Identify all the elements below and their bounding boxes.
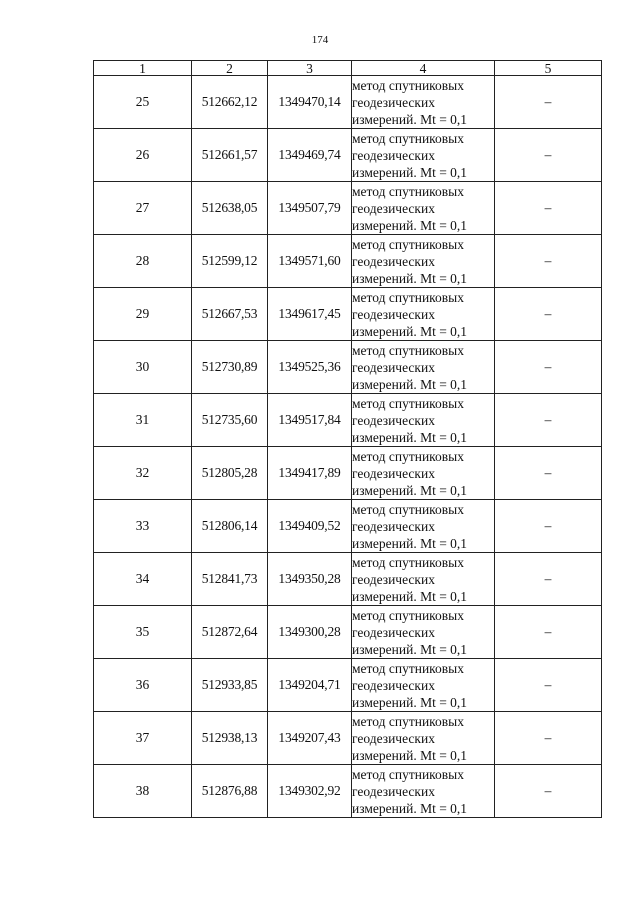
x-coordinate-cell: 512735,60 — [192, 394, 268, 447]
point-number-cell: 30 — [94, 341, 192, 394]
point-number-cell: 36 — [94, 659, 192, 712]
method-line: геодезических — [352, 306, 435, 322]
point-number-cell: 25 — [94, 76, 192, 129]
y-coordinate-cell: 1349300,28 — [268, 606, 352, 659]
note-cell: – — [495, 500, 602, 553]
method-line: геодезических — [352, 624, 435, 640]
table-header-row — [94, 61, 602, 76]
method-line: метод спутниковых — [352, 77, 464, 93]
table-row — [94, 447, 602, 500]
y-coordinate-cell: 1349409,52 — [268, 500, 352, 553]
note-cell: – — [495, 182, 602, 235]
table-row — [94, 341, 602, 394]
table-body — [94, 76, 602, 818]
method-line: измерений. Mt = 0,1 — [352, 111, 468, 127]
point-number-cell: 26 — [94, 129, 192, 182]
method-cell — [352, 394, 495, 447]
y-coordinate-cell: 1349207,43 — [268, 712, 352, 765]
method-line: измерений. Mt = 0,1 — [352, 217, 468, 233]
method-line: измерений. Mt = 0,1 — [352, 641, 468, 657]
y-coordinate-cell: 1349350,28 — [268, 553, 352, 606]
x-coordinate-cell: 512730,89 — [192, 341, 268, 394]
y-coordinate-cell: 1349469,74 — [268, 129, 352, 182]
method-line: метод спутниковых — [352, 660, 464, 676]
y-coordinate-cell: 1349507,79 — [268, 182, 352, 235]
y-coordinate-cell: 1349204,71 — [268, 659, 352, 712]
method-line: метод спутниковых — [352, 236, 464, 252]
method-line: геодезических — [352, 518, 435, 534]
note-cell: – — [495, 341, 602, 394]
method-cell — [352, 659, 495, 712]
page-number: 174 — [311, 34, 329, 46]
method-cell — [352, 765, 495, 818]
point-number-cell: 38 — [94, 765, 192, 818]
point-number-cell: 34 — [94, 553, 192, 606]
point-number-cell: 35 — [94, 606, 192, 659]
table-row — [94, 606, 602, 659]
method-cell — [352, 500, 495, 553]
method-line: метод спутниковых — [352, 448, 464, 464]
x-coordinate-cell: 512872,64 — [192, 606, 268, 659]
method-line: геодезических — [352, 412, 435, 428]
x-coordinate-cell: 512667,53 — [192, 288, 268, 341]
method-line: геодезических — [352, 465, 435, 481]
y-coordinate-cell: 1349525,36 — [268, 341, 352, 394]
method-line: метод спутниковых — [352, 183, 464, 199]
method-line: метод спутниковых — [352, 289, 464, 305]
point-number-cell: 27 — [94, 182, 192, 235]
point-number-cell: 32 — [94, 447, 192, 500]
y-coordinate-cell: 1349417,89 — [268, 447, 352, 500]
table-row — [94, 394, 602, 447]
note-cell: – — [495, 712, 602, 765]
table-row — [94, 129, 602, 182]
x-coordinate-cell: 512933,85 — [192, 659, 268, 712]
table-row — [94, 500, 602, 553]
method-line: геодезических — [352, 200, 435, 216]
method-line: метод спутниковых — [352, 395, 464, 411]
y-coordinate-cell: 1349517,84 — [268, 394, 352, 447]
y-coordinate-cell: 1349470,14 — [268, 76, 352, 129]
point-number-cell: 31 — [94, 394, 192, 447]
method-line: геодезических — [352, 571, 435, 587]
x-coordinate-cell: 512661,57 — [192, 129, 268, 182]
method-line: метод спутниковых — [352, 130, 464, 146]
x-coordinate-cell: 512806,14 — [192, 500, 268, 553]
method-line: геодезических — [352, 783, 435, 799]
table-row — [94, 182, 602, 235]
method-line: метод спутниковых — [352, 342, 464, 358]
method-cell — [352, 712, 495, 765]
x-coordinate-cell: 512938,13 — [192, 712, 268, 765]
note-cell: – — [495, 76, 602, 129]
method-cell — [352, 341, 495, 394]
note-cell: – — [495, 765, 602, 818]
method-line: измерений. Mt = 0,1 — [352, 482, 468, 498]
table-row — [94, 288, 602, 341]
header-col-5: 5 — [495, 61, 602, 76]
table-row — [94, 659, 602, 712]
point-number-cell: 29 — [94, 288, 192, 341]
point-number-cell: 37 — [94, 712, 192, 765]
table-row — [94, 76, 602, 129]
y-coordinate-cell: 1349571,60 — [268, 235, 352, 288]
note-cell: – — [495, 553, 602, 606]
method-cell — [352, 447, 495, 500]
note-cell: – — [495, 659, 602, 712]
method-line: измерений. Mt = 0,1 — [352, 694, 468, 710]
y-coordinate-cell: 1349617,45 — [268, 288, 352, 341]
method-line: метод спутниковых — [352, 766, 464, 782]
y-coordinate-cell: 1349302,92 — [268, 765, 352, 818]
method-line: метод спутниковых — [352, 713, 464, 729]
note-cell: – — [495, 394, 602, 447]
method-line: метод спутниковых — [352, 501, 464, 517]
table-row — [94, 765, 602, 818]
note-cell: – — [495, 288, 602, 341]
method-line: геодезических — [352, 359, 435, 375]
method-line: геодезических — [352, 94, 435, 110]
x-coordinate-cell: 512876,88 — [192, 765, 268, 818]
coordinates-table — [93, 60, 602, 818]
method-line: измерений. Mt = 0,1 — [352, 376, 468, 392]
method-line: измерений. Mt = 0,1 — [352, 429, 468, 445]
method-cell — [352, 182, 495, 235]
method-line: измерений. Mt = 0,1 — [352, 535, 468, 551]
note-cell: – — [495, 235, 602, 288]
note-cell: – — [495, 447, 602, 500]
table-row — [94, 553, 602, 606]
table-row — [94, 712, 602, 765]
method-line: измерений. Mt = 0,1 — [352, 800, 468, 816]
x-coordinate-cell: 512638,05 — [192, 182, 268, 235]
method-line: измерений. Mt = 0,1 — [352, 588, 468, 604]
x-coordinate-cell: 512805,28 — [192, 447, 268, 500]
x-coordinate-cell: 512841,73 — [192, 553, 268, 606]
method-line: метод спутниковых — [352, 607, 464, 623]
method-line: геодезических — [352, 253, 435, 269]
x-coordinate-cell: 512599,12 — [192, 235, 268, 288]
x-coordinate-cell: 512662,12 — [192, 76, 268, 129]
method-line: измерений. Mt = 0,1 — [352, 747, 468, 763]
header-col-2: 2 — [192, 61, 268, 76]
method-line: геодезических — [352, 147, 435, 163]
method-line: геодезических — [352, 730, 435, 746]
method-line: метод спутниковых — [352, 554, 464, 570]
method-cell — [352, 553, 495, 606]
method-line: измерений. Mt = 0,1 — [352, 270, 468, 286]
method-cell — [352, 288, 495, 341]
method-line: измерений. Mt = 0,1 — [352, 323, 468, 339]
point-number-cell: 28 — [94, 235, 192, 288]
method-cell — [352, 235, 495, 288]
note-cell: – — [495, 129, 602, 182]
point-number-cell: 33 — [94, 500, 192, 553]
note-cell: – — [495, 606, 602, 659]
table-row — [94, 235, 602, 288]
header-col-3: 3 — [268, 61, 352, 76]
method-cell — [352, 129, 495, 182]
header-col-1: 1 — [94, 61, 192, 76]
method-cell — [352, 606, 495, 659]
method-line: измерений. Mt = 0,1 — [352, 164, 468, 180]
method-line: геодезических — [352, 677, 435, 693]
method-cell — [352, 76, 495, 129]
header-col-4: 4 — [352, 61, 495, 76]
